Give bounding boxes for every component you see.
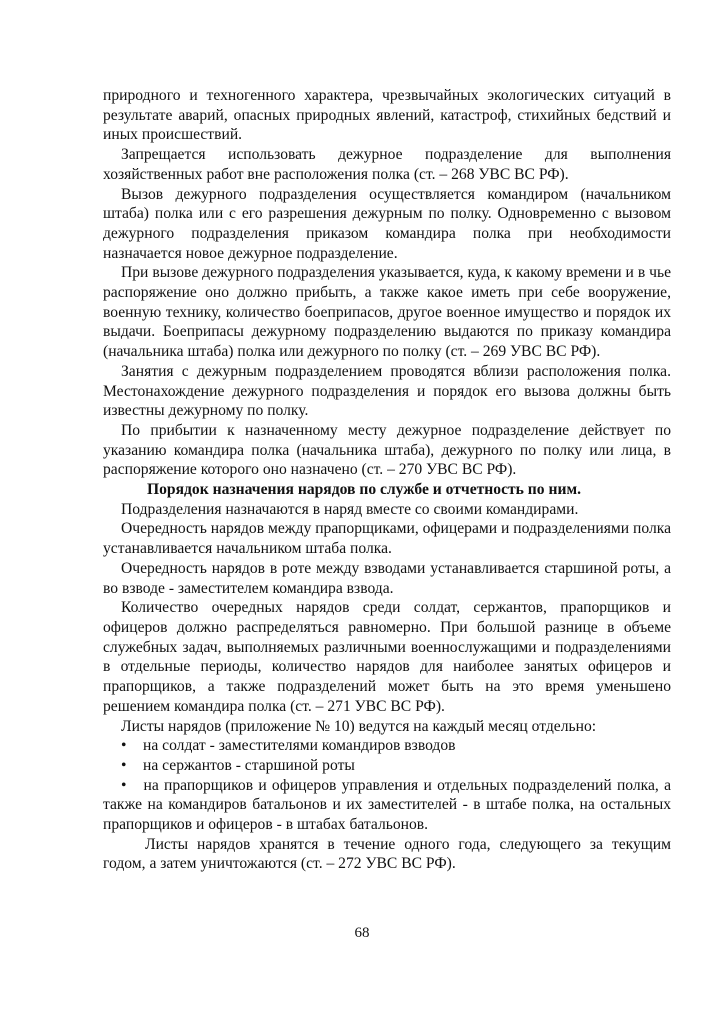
bullet-icon: • — [121, 756, 127, 774]
page-number: 68 — [354, 925, 370, 941]
paragraph-2: Запрещается использовать дежурное подразделение для выполнения хозяйственных работ вне расположения полка (ст. – 268 УВС ВС РФ). — [103, 146, 671, 183]
paragraph-1: природного и техногенного характера, чрезвычайных экологических ситуаций в результате аварий, опасных природных явлений, катастроф, стихийных бедствий и иных происшествий. — [103, 87, 671, 144]
paragraph-4: При вызове дежурного подразделения указывается, куда, к какому времени и в чье распоряжение оно должно прибыть, а также какое иметь при себе вооружение, военную технику, количество боеприпасов, другое военное имущество и порядок их выдачи. Боеприпасы дежурному подразделению выдаются по приказу командира (начальника штаба) полка или дежурного по полку (ст. – 269 УВС ВС РФ). — [103, 264, 671, 361]
paragraph-6: По прибытии к назначенному месту дежурное подразделение действует по указанию командира полка (начальника штаба), дежурного по полку или лица, в распоряжение которого оно назначено (ст. – 270 УВС ВС РФ). — [103, 421, 671, 479]
bullet-icon: • — [121, 737, 127, 755]
paragraph-7: Подразделения назначаются в наряд вместе со своими командирами. — [121, 500, 579, 518]
bullet-icon: • — [121, 776, 127, 794]
paragraph-5: Занятия с дежурным подразделением проводятся вблизи расположения полка. Местонахождение дежурного подразделения и порядок его вызова должны быть известны дежурному по полку. — [103, 362, 671, 420]
bullet-text: на прапорщиков и офицеров управления и отдельных подразделений полка, а также на командиров батальонов и их заместителей - в штабе полка, на остальных прапорщиков и офицеров - в штабах батальонов. — [103, 776, 671, 834]
bullet-item-1 — [103, 736, 671, 756]
bullet-text: на солдат - заместителями командиров взводов — [143, 737, 456, 755]
bullet-text: на сержантов - старшиной роты — [143, 756, 355, 774]
bullet-item-3 — [103, 776, 671, 835]
bullet-item-2 — [103, 756, 671, 776]
paragraph-10: Количество очередных нарядов среди солдат, сержантов, прапорщиков и офицеров должно распределяться равномерно. При большой разнице в объеме служебных задач, выполняемых различными военнослужащими и подразделениями в отдельные периоды, количество нарядов для наиболее занятых офицеров и прапорщиков, а также подразделений может быть на это время уменьшено решением командира полка (ст. – 271 УВС ВС РФ). — [103, 599, 671, 715]
paragraph-11: Листы нарядов (приложение № 10) ведутся на каждый месяц отдельно: — [121, 717, 597, 735]
paragraph-3: Вызов дежурного подразделения осуществляется командиром (начальником штаба) полка или с его разрешения дежурным по полку. Одновременно с вызовом дежурного подразделения приказом командира полка при необходимости назначается новое дежурное подразделение. — [103, 185, 671, 262]
section-heading: Порядок назначения нарядов по службе и отчетность по ним. — [147, 481, 581, 499]
paragraph-8: Очередность нарядов между прапорщиками, офицерами и подразделениями полка устанавливается начальником штаба полка. — [103, 520, 671, 558]
document-page — [103, 86, 671, 874]
paragraph-12: Листы нарядов хранятся в течение одного года, следующего за текущим годом, а затем уничтожаются (ст. – 272 УВС ВС РФ). — [103, 835, 671, 873]
paragraph-9: Очередность нарядов в роте между взводами устанавливается старшиной роты, а во взводе - заместителем командира взвода. — [103, 559, 671, 597]
